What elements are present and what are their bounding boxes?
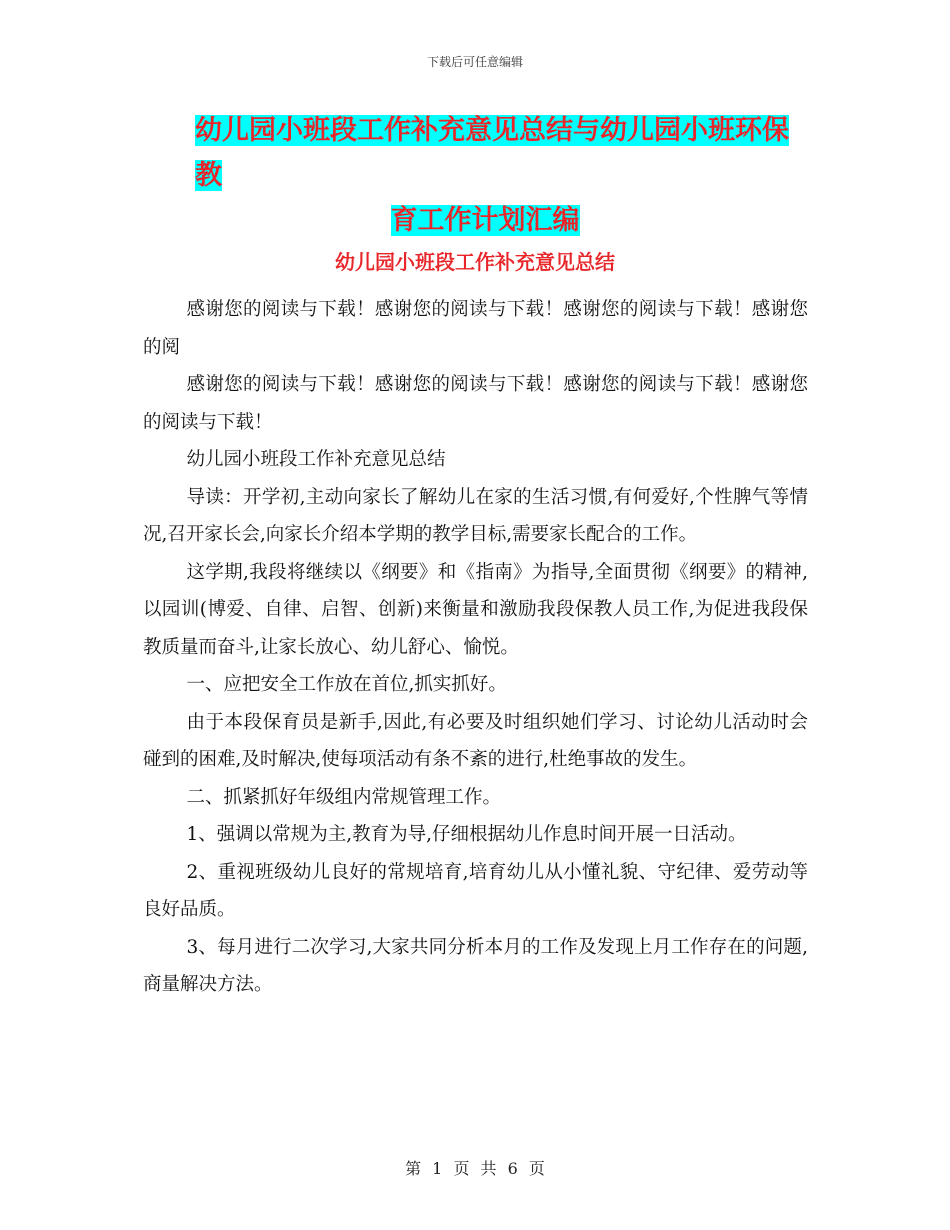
paragraph: 感谢您的阅读与下载！感谢您的阅读与下载！感谢您的阅读与下载！感谢您的阅读与下载！: [143, 374, 808, 433]
document-title-line-1: 幼儿园小班段工作补充意见总结与幼儿园小班环保教: [195, 115, 789, 191]
paragraph: 幼儿园小班段工作补充意见总结: [186, 449, 446, 470]
paragraph: 一、应把安全工作放在首位,抓实抓好。: [186, 674, 507, 695]
document-title-line-2: 育工作计划汇编: [390, 205, 580, 236]
document-title: [195, 108, 815, 243]
paragraph: 这学期,我段将继续以《纲要》和《指南》为指导,全面贯彻《纲要》的精神,以园训(博爱、自律、启智、创新)来衡量和激励我段保教人员工作,为促进我段保教质量而奋斗,让家长放心、幼儿舒心、愉悦。: [143, 561, 808, 658]
page-number-footer: 第 1 页 共 6 页: [405, 1159, 545, 1178]
paragraph: 3、每月进行二次学习,大家共同分析本月的工作及发现上月工作存在的问题,商量解决方法。: [143, 936, 808, 995]
header-note: 下载后可任意编辑: [426, 55, 523, 69]
paragraph: 1、强调以常规为主,教育为导,仔细根据幼儿作息时间开展一日活动。: [186, 824, 747, 845]
paragraph: 由于本段保育员是新手,因此,有必要及时组织她们学习、讨论幼儿活动时会碰到的困难,及时解决,使每项活动有条不紊的进行,杜绝事故的发生。: [143, 711, 808, 770]
paragraph: 感谢您的阅读与下载！感谢您的阅读与下载！感谢您的阅读与下载！感谢您的阅: [143, 299, 808, 358]
paragraph: 2、重视班级幼儿良好的常规培育,培育幼儿从小懂礼貌、守纪律、爱劳动等良好品质。: [143, 861, 808, 920]
paragraph: 导读：开学初,主动向家长了解幼儿在家的生活习惯,有何爱好,个性脾气等情况,召开家长会,向家长介绍本学期的教学目标,需要家长配合的工作。: [143, 486, 808, 545]
section-title: 幼儿园小班段工作补充意见总结: [335, 250, 615, 274]
document-body: [143, 291, 808, 1004]
paragraph: 二、抓紧抓好年级组内常规管理工作。: [186, 786, 501, 808]
